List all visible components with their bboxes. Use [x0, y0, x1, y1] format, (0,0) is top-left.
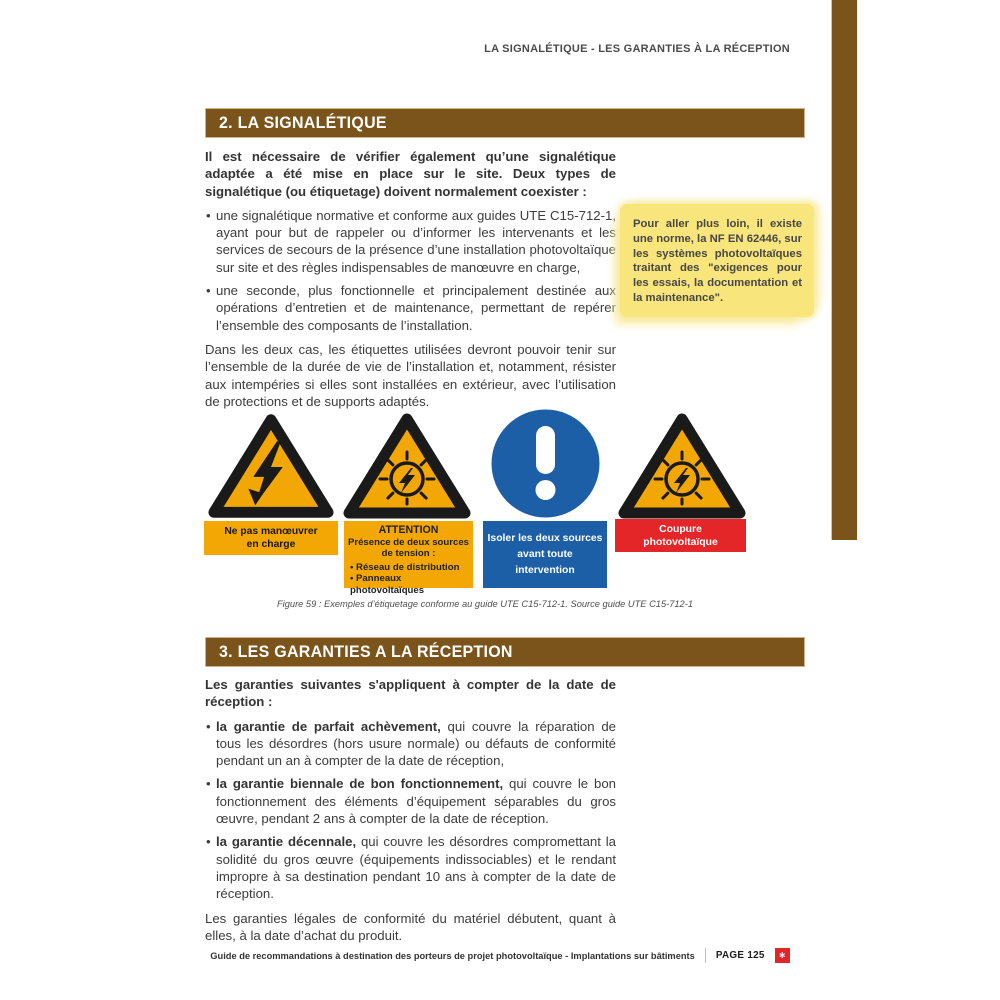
section-3-intro: Les garanties suivantes s'appliquent à compter de la date de réception : [205, 677, 616, 710]
highlight-note-text: Pour aller plus loin, il existe une norme, la NF EN 62446, sur les systèmes photovoltaïques traitant des "exigences pour les essais, la documentation et la maintenance". [633, 218, 802, 304]
sign-label-isoler-les-sources [483, 521, 607, 588]
sign-label-title: ATTENTION [378, 524, 439, 536]
sign-label-line: de tension : [381, 548, 436, 560]
section-3-title: 3. LES GARANTIES A LA RÉCEPTION [219, 642, 513, 661]
pv-two-sources-triangle-icon [341, 409, 473, 521]
section-2-bullet-list [205, 207, 616, 334]
sign-label-line: avant toute [517, 548, 573, 560]
sign-label-line: Ne pas manœuvrer [224, 526, 318, 537]
highlight-note-box [620, 204, 814, 317]
bullet-bold-lead: la garantie de parfait achèvement, [216, 718, 441, 734]
list-item: • une seconde, plus fonctionnelle et principalement destinée aux opérations d’entretien et de maintenance, permettant de repérer l’ensemble des composants de l’installation. [205, 282, 616, 334]
sign-label-line: en charge [246, 539, 296, 550]
sign-label-line: Présence de deux sources [347, 536, 470, 548]
bullet-bold-lead: la garantie biennale de bon fonctionnement, [216, 776, 504, 792]
sign-label-coupure-photovoltaique [615, 519, 746, 552]
sign-label-line: Coupure [659, 523, 702, 535]
electric-hazard-triangle-icon [206, 409, 336, 521]
pv-cutoff-triangle-icon [616, 409, 748, 521]
sign-label-bullet: • Réseau de distribution [350, 561, 460, 573]
section-2-title: 2. LA SIGNALÉTIQUE [219, 113, 387, 132]
list-item: • une signalétique normative et conforme aux guides UTE C15-712-1, ayant pour but de rappeler ou d’informer les intervenants et les services de secours de la présence d’une installation photovoltaïque sur site et des règles indispensables de manœuvre en charge, [205, 207, 616, 276]
footer-logo-icon: ✱ [775, 948, 790, 963]
footer-page-number: PAGE 125 [715, 950, 765, 961]
page-footer [0, 948, 1000, 963]
list-item [205, 718, 616, 770]
footer-divider [705, 948, 706, 963]
section-2-intro: Il est nécessaire de vérifier également qu’une signalétique adaptée a été mise en place sur le site. Deux types de signalétique (ou étiquetage) doivent normalement coexister : [205, 149, 616, 199]
sign-label-line: intervention [515, 564, 575, 576]
side-accent-bar [831, 0, 857, 540]
section-3-heading-bar [205, 637, 805, 667]
figure-caption: Figure 59 : Exemples d’étiquetage conforme au guide UTE C15-712-1. Source guide UTE C15-712-1 [276, 599, 693, 609]
section-3-body [205, 676, 616, 951]
bullet-bold-lead: la garantie décennale, [216, 834, 357, 850]
section-2-body [205, 148, 616, 417]
list-item [205, 833, 616, 902]
section-3-outro: Les garanties légales de conformité du matériel débutent, quant à elles, à la date d’achat du produit. [205, 910, 616, 943]
section-3-bullet-list [205, 718, 616, 903]
page-header-title: LA SIGNALÉTIQUE - LES GARANTIES À LA RÉCEPTION [484, 43, 790, 55]
sign-label-bullets [344, 560, 473, 597]
sign-label-line: photovoltaïque [643, 536, 718, 548]
bullet-rest: qui couvre la réparation de tous les désordres (hors usure normale) ou défauts de conformité pendant un an à compter de la date de réception, [216, 718, 616, 769]
bullet-rest: qui couvre les désordres compromettant la solidité du gros œuvre (équipements indissociables) et le rendant impropre à sa destination pendant 10 ans à compter de la date de réception. [216, 834, 616, 902]
section-2-outro: Dans les deux cas, les étiquettes utilisées devront pouvoir tenir sur l’ensemble de la durée de vie de l’installation et, notamment, résister aux intempéries si elles sont installées en extérieur, avec l’utilisation de protections et de supports adaptés. [205, 341, 616, 409]
bullet-rest: qui couvre le bon fonctionnement des éléments d’équipement séparables du gros œuvre, pendant 2 ans à compter de la date de réception. [216, 776, 616, 827]
sign-label-attention-deux-sources [344, 521, 473, 596]
mandatory-exclamation-circle-icon [489, 407, 602, 520]
sign-label-ne-pas-manoeuvrer [204, 521, 338, 555]
sign-label-bullet: • Panneaux photovoltaïques [350, 573, 425, 596]
sign-label-line: Isoler les deux sources [487, 532, 603, 544]
list-item [205, 775, 616, 827]
section-2-heading-bar [205, 108, 805, 138]
footer-guide-title: Guide de recommandations à destination des porteurs de projet photovoltaïque - Implantations sur bâtiments [210, 950, 695, 961]
